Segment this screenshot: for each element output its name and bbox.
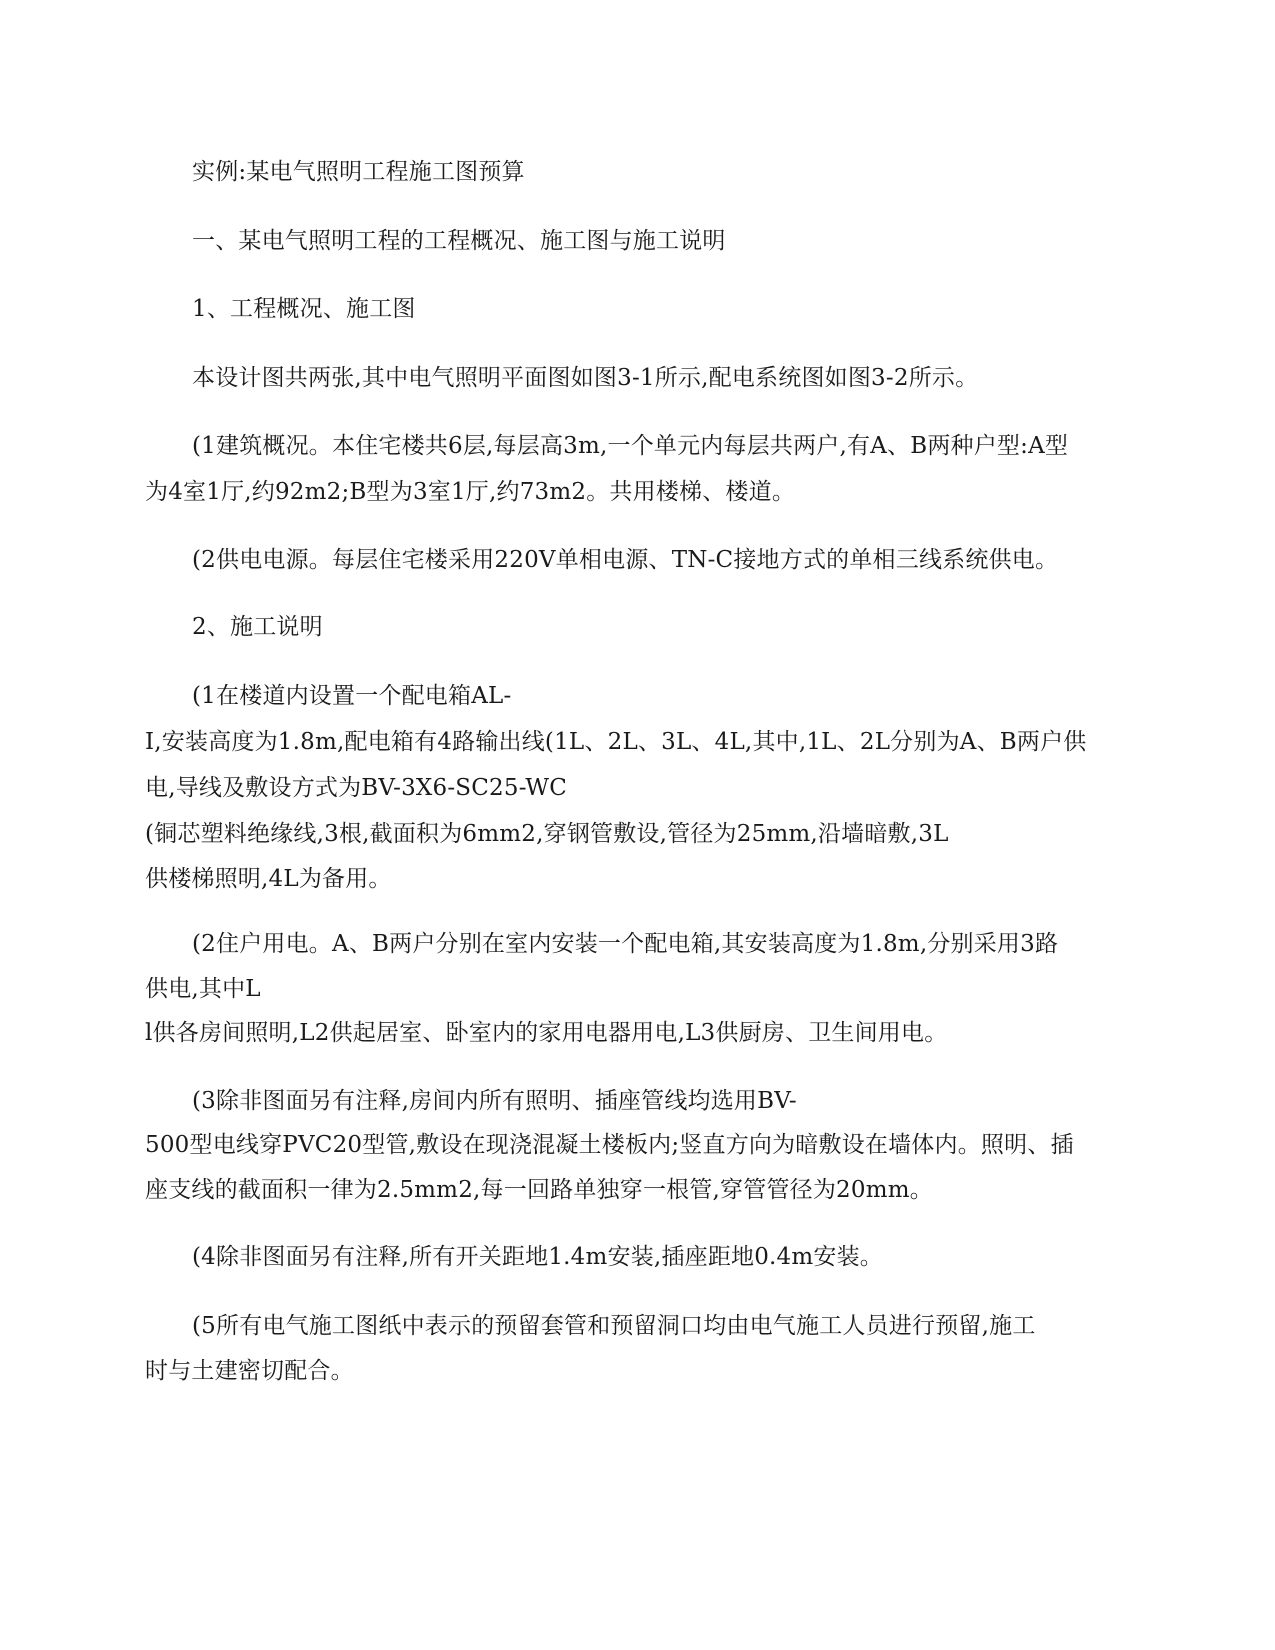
note1-line1: (1在楼道内设置一个配电箱AL- (192, 683, 512, 709)
subsection1-heading: 1、工程概况、施工图 (192, 296, 416, 322)
item1-line1: (1建筑概况。本住宅楼共6层,每层高3m,一个单元内每层共两户,有A、B两种户型:A型 (192, 433, 1069, 459)
section1-heading: 一、某电气照明工程的工程概况、施工图与施工说明 (192, 228, 726, 254)
note5-line2: 时与土建密切配合。 (145, 1358, 354, 1384)
note1-line4: (铜芯塑料绝缘线,3根,截面积为6mm2,穿钢管敷设,管径为25mm,沿墙暗敷,3L (145, 821, 949, 847)
note1-line5: 供楼梯照明,4L为备用。 (145, 866, 392, 892)
note4-paragraph: (4除非图面另有注释,所有开关距地1.4m安装,插座距地0.4m安装。 (192, 1244, 884, 1270)
intro-paragraph: 本设计图共两张,其中电气照明平面图如图3-1所示,配电系统图如图3-2所示。 (192, 365, 979, 391)
item1-line2: 为4室1厅,约92m2;B型为3室1厅,约73m2。共用楼梯、楼道。 (145, 479, 796, 505)
note1-line3: 电,导线及敷设方式为BV-3X6-SC25-WC (145, 775, 568, 801)
note3-line1: (3除非图面另有注释,房间内所有照明、插座管线均选用BV- (192, 1088, 797, 1114)
note3-line2: 500型电线穿PVC20型管,敷设在现浇混凝土楼板内;竖直方向为暗敷设在墙体内。照明、插 (145, 1132, 1074, 1158)
note2-line1: (2住户用电。A、B两户分别在室内安装一个配电箱,其安装高度为1.8m,分别采用3路 (192, 931, 1059, 957)
note3-line3: 座支线的截面积一律为2.5mm2,每一回路单独穿一根管,穿管管径为20mm。 (145, 1177, 933, 1203)
note2-line2: 供电,其中L (145, 976, 261, 1002)
subsection2-heading: 2、施工说明 (192, 614, 323, 640)
item2-paragraph: (2供电电源。每层住宅楼采用220V单相电源、TN-C接地方式的单相三线系统供电。 (192, 547, 1059, 573)
document-title: 实例:某电气照明工程施工图预算 (192, 159, 525, 185)
note2-line3: l供各房间照明,L2供起居室、卧室内的家用电器用电,L3供厨房、卫生间用电。 (145, 1020, 948, 1046)
note1-line2: I,安装高度为1.8m,配电箱有4路输出线(1L、2L、3L、4L,其中,1L、2L分别为A、B两户供 (145, 729, 1087, 755)
note5-line1: (5所有电气施工图纸中表示的预留套管和预留洞口均由电气施工人员进行预留,施工 (192, 1313, 1036, 1339)
